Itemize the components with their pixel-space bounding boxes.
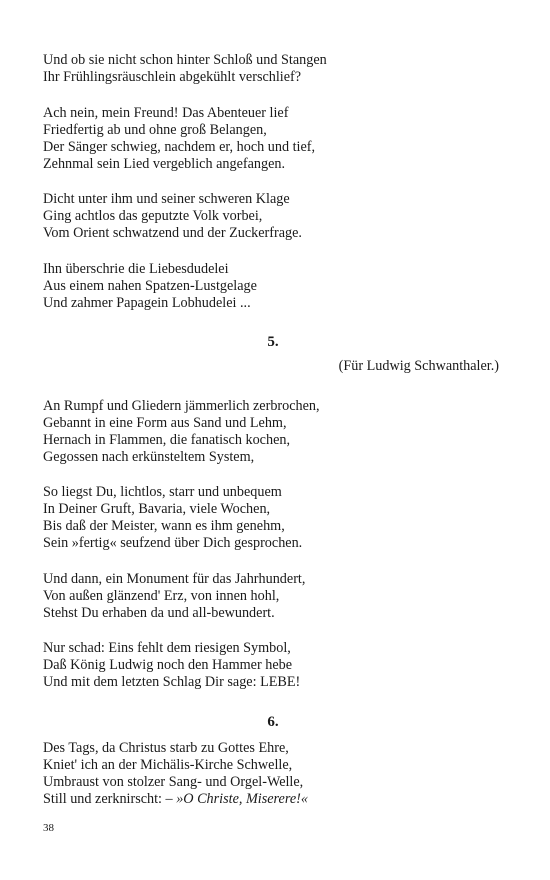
verse-line: Vom Orient schwatzend und der Zuckerfrage. xyxy=(43,225,302,241)
verse-line: In Deiner Gruft, Bavaria, viele Wochen, xyxy=(43,501,271,517)
dedication: (Für Ludwig Schwanthaler.) xyxy=(338,357,499,374)
verse-line: Des Tags, da Christus starb zu Gottes Ehre, xyxy=(43,740,289,756)
verse-line: Ihn überschrie die Liebesdudelei xyxy=(43,260,229,277)
verse-line: Nur schad: Eins fehlt dem riesigen Symbol, xyxy=(43,640,291,656)
verse-line: Ging achtlos das geputzte Volk vorbei, xyxy=(43,208,263,224)
verse-line: Von außen glänzend' Erz, von innen hohl, xyxy=(43,587,280,604)
stanza xyxy=(43,191,503,242)
verse-line: Stehst Du erhaben da und all-bewundert. xyxy=(43,604,275,621)
stanza xyxy=(43,640,503,691)
page-number: 38 xyxy=(43,822,54,834)
verse-line: Zehnmal sein Lied vergeblich angefangen. xyxy=(43,155,286,172)
verse-line: Daß König Ludwig noch den Hammer hebe xyxy=(43,657,293,673)
verse-line: Hernach in Flammen, die fanatisch kochen, xyxy=(43,431,291,448)
section-number-6: 6. xyxy=(267,714,279,730)
verse-line-italic: »O Christe, Miserere!« xyxy=(176,791,308,807)
stanza xyxy=(43,398,503,466)
stanza xyxy=(43,261,503,312)
verse-line: Ihr Frühlingsräuschlein abgekühlt verschlief? xyxy=(43,69,302,85)
stanza xyxy=(43,484,503,552)
verse-line: Und dann, ein Monument für das Jahrhundert, xyxy=(43,570,306,587)
verse-line: Kniet' ich an der Michälis-Kirche Schwelle, xyxy=(43,757,293,773)
verse-line: Und zahmer Papagein Lobhudelei ... xyxy=(43,294,251,311)
verse-line: Aus einem nahen Spatzen-Lustgelage xyxy=(43,277,257,294)
verse-line: Bis daß der Meister, wann es ihm genehm, xyxy=(43,518,285,534)
poem-page xyxy=(43,52,503,827)
verse-line: Und ob sie nicht schon hinter Schloß und Stangen xyxy=(43,52,327,68)
verse-line: Dicht unter ihm und seiner schweren Klage xyxy=(43,191,290,207)
verse-line: Und mit dem letzten Schlag Dir sage: LEBE! xyxy=(43,674,301,690)
verse-line-plain: Still und zerknirscht: – xyxy=(43,791,177,807)
stanza xyxy=(43,740,503,808)
verse-line: So liegst Du, lichtlos, starr und unbequem xyxy=(43,484,282,500)
stanza xyxy=(43,52,503,86)
verse-line: Umbraust von stolzer Sang- und Orgel-Welle, xyxy=(43,774,304,790)
section-number-5: 5. xyxy=(267,333,279,350)
verse-line: Der Sänger schwieg, nachdem er, hoch und tief, xyxy=(43,138,316,155)
stanza xyxy=(43,571,503,622)
stanza xyxy=(43,105,503,173)
verse-line: Ach nein, mein Freund! Das Abenteuer lief xyxy=(43,104,289,121)
verse-line-last xyxy=(43,791,503,808)
verse-line: Friedfertig ab und ohne groß Belangen, xyxy=(43,121,267,138)
verse-line: Sein »fertig« seufzend über Dich gesprochen. xyxy=(43,535,303,551)
verse-line: Gebannt in eine Form aus Sand und Lehm, xyxy=(43,414,287,431)
verse-line: Gegossen nach erkünsteltem System, xyxy=(43,448,255,465)
verse-line: An Rumpf und Gliedern jämmerlich zerbrochen, xyxy=(43,397,320,414)
